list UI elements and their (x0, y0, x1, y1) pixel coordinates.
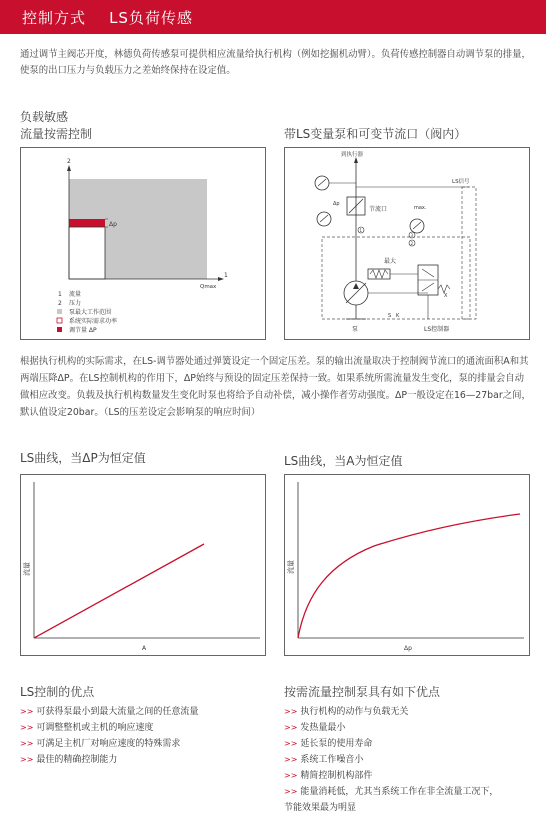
dp-label: Δp (109, 221, 117, 228)
legend-key-2: 2 (58, 300, 62, 307)
load-sensing-diagram (20, 147, 266, 340)
actual-demand-area (69, 227, 105, 279)
left-panel-heading-1: 负载敏感 (20, 110, 69, 124)
throttle-label: 节流口 (369, 206, 388, 213)
advantages-left-title: LS控制的优点 (20, 685, 95, 699)
list-item: >> 精简控制机构部件 (284, 771, 373, 781)
gauge-icon (317, 212, 331, 226)
description-paragraph: 根据执行机构的实际需求，在LS-调节器处通过弹簧设定一个固定压差。泵的输出流量取决于控制阀节流口的通流面积A和其两端压降ΔP。在LS控制机构的作用下，ΔP始终与预设的固定压差保持一致。如果系统所需流量发生变化，泵的排量会自动做相应改变。负载及执行机构数量发生变化时泵也将给予自动补偿，减小操作者劳动强度。ΔP一般设定在16—27bar之间，默认值设定20bar。（LS的压差设定会影响泵的响应时间） (20, 356, 531, 418)
gauge-icon (315, 176, 329, 190)
list-item: >> 最佳的精确控制能力 (20, 755, 118, 765)
right-panel-heading: 带LS变量泵和可变节流口（阀内） (284, 127, 467, 141)
left-panel-heading-2: 流量按需控制 (20, 127, 93, 141)
gauge-icon (410, 219, 424, 233)
curve-right-title: LS曲线，当A为恒定值 (284, 454, 403, 468)
list-item: >> 可调整整机或主机的响应速度 (20, 723, 154, 733)
list-item: >> 可获得泵最小到最大流量之间的任意流量 (20, 707, 199, 717)
list-item: >> 延长泵的使用寿命 (284, 739, 373, 749)
list-item: >> 可满足主机厂对响应速度的特殊需求 (20, 739, 181, 749)
ls-signal-label: LS信号 (452, 179, 470, 185)
list-item: >> 执行机构的动作与负载无关 (284, 707, 409, 717)
svg-text:K: K (396, 313, 400, 319)
legend-key-1: 1 (58, 291, 62, 298)
max-cn-label: 最大 (384, 258, 397, 265)
legend-text-5: 调节量 ΔP (69, 327, 97, 334)
adjust-dp-band (69, 219, 105, 227)
svg-text:X: X (444, 293, 448, 299)
curve-left-title: LS曲线，当ΔP为恒定值 (20, 451, 146, 465)
x-axis-label: 1 (224, 272, 228, 279)
legend-text-4: 系统实际需求功率 (69, 318, 118, 325)
max-label: max. (414, 205, 427, 211)
list-item: >> 系统工作噪音小 (284, 755, 364, 765)
page-title: 控制方式 LS负荷传感 (22, 9, 193, 27)
legend-text-1: 流量 (69, 291, 82, 298)
dp-label-right: Δp (333, 201, 340, 207)
list-item: >> 发热量最小 (284, 723, 346, 733)
legend-text-2: 压力 (69, 300, 82, 307)
x-axis-label: A (142, 645, 147, 652)
svg-text:3: 3 (410, 233, 414, 238)
svg-text:1: 1 (359, 228, 363, 233)
svg-text:2: 2 (410, 241, 414, 246)
y-axis-label: 流量 (287, 560, 295, 574)
x-axis-sub: Qmax (200, 284, 217, 290)
y-axis-label: 流量 (23, 562, 31, 576)
legend-swatch-red (57, 327, 62, 332)
ls-curve-constant-a-chart (284, 474, 530, 656)
x-axis-label: Δp (404, 645, 412, 652)
advantages-right-title: 按需流量控制泵具有如下优点 (284, 685, 441, 699)
list-item-continuation: 节能效果最为明显 (284, 803, 357, 813)
legend-swatch-gray (57, 309, 62, 314)
pump-label: 泵 (352, 326, 359, 333)
ls-curve-constant-dp-chart (20, 474, 266, 656)
ls-schematic-diagram (284, 147, 530, 340)
svg-text:S: S (388, 313, 392, 319)
y-axis-label: 2 (67, 158, 71, 165)
intro-text: 通过调节主阀芯开度，林德负荷传感泵可提供相应流量给执行机构（例如挖掘机动臂）。负荷传感控制器自动调节泵的排量，使泵的出口压力与负载压力之差始终保持在设定值。 (20, 49, 531, 76)
legend-text-3: 泵最大工作范围 (69, 309, 112, 316)
ls-controller-label: LS控制器 (424, 326, 450, 333)
advantages-right-list (284, 704, 536, 816)
to-actuator-label: 到执行器 (341, 152, 364, 158)
advantages-left-list (20, 704, 260, 768)
list-item: >> 能量消耗低，尤其当系统工作在非全流量工况下， (284, 787, 499, 797)
legend-swatch-white (57, 318, 62, 323)
